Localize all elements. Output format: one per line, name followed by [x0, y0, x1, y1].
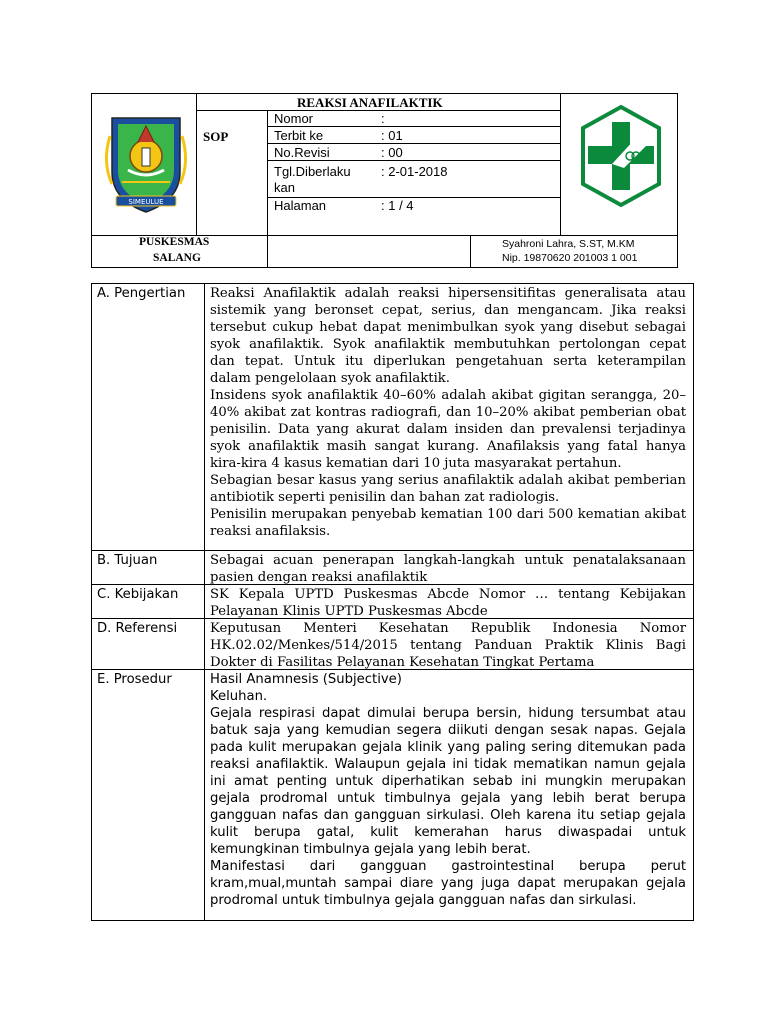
field-label-tgl: Tgl.Diberlaku	[274, 164, 351, 179]
pengertian-paragraph: Insidens syok anafilaktik 40–60% adalah akibat gigitan serangga, 20–40% akibat zat kontras radiografi, dan 10–20% akibat pemberian obat penisilin. Data yang akurat dalam insiden dan prevalensi terjadinya syok anafilaktik masih sangat kurang. Anafilaksis yang fatal hanya kira-kira 4 kasus kematian dari 10 juta masyarakat pertahun.	[210, 388, 686, 471]
field-value-halaman: : 1 / 4	[381, 198, 414, 213]
emblem-ribbon-text: SIMEULUE	[128, 198, 164, 206]
document-title: REAKSI ANAFILAKTIK	[297, 95, 443, 110]
field-label-nomor: Nomor	[274, 111, 314, 126]
section-content-referensi	[210, 620, 686, 671]
sop-label: SOP	[203, 129, 229, 144]
signer-name: Syahroni Lahra, S.ST, M.KM	[502, 238, 635, 250]
section-label-referensi: D. Referensi	[97, 621, 178, 636]
section-content-prosedur	[210, 671, 686, 909]
pengertian-paragraph: Sebagian besar kasus yang serius anafilaktik adalah akibat pemberian antibiotik seperti penisilin dan bahan zat radiologis.	[210, 473, 686, 505]
pengertian-paragraph: Reaksi Anafilaktik adalah reaksi hipersensitifitas generalisata atau sistemik yang beronset cepat, serius, dan mengancam. Jika reaksi tersebut cukup hebat dapat menimbulkan syok yang disebut sebagai syok anafilaktik. Syok anafilaktik membutuhkan pertolongan cepat dan tepat. Untuk itu diperlukan pengetahuan serta keterampilan dalam pengelolaan syok anafilaktik.	[210, 286, 686, 386]
prosedur-paragraph: Manifestasi dari gangguan gastrointestinal berupa perut kram,mual,muntah sampai diare yang juga dapat merupakan gejala prodromal untuk timbulnya gejala gangguan nafas dan sirkulasi.	[210, 859, 686, 908]
prosedur-subheading: Keluhan.	[210, 689, 268, 704]
section-label-pengertian: A. Pengertian	[97, 286, 186, 301]
field-value-nomor: :	[381, 111, 385, 126]
pengertian-paragraph: Penisilin merupakan penyebab kematian 100 dari 500 kematian akibat reaksi anafilaksis.	[210, 507, 686, 539]
field-value-terbit: : 01	[381, 128, 403, 143]
org-name-line2: SALANG	[153, 252, 201, 264]
section-label-kebijakan: C. Kebijakan	[97, 587, 179, 602]
kebijakan-paragraph: SK Kepala UPTD Puskesmas Abcde Nomor … tentang Kebijakan Pelayanan Klinis UPTD Puskesmas Abcde	[210, 587, 686, 619]
field-label-revisi: No.Revisi	[274, 145, 330, 160]
field-value-revisi: : 00	[381, 145, 403, 160]
prosedur-subheading: Hasil Anamnesis (Subjective)	[210, 672, 402, 687]
tujuan-paragraph: Sebagai acuan penerapan langkah-langkah untuk penatalaksanaan pasien dengan reaksi anafilaktik	[210, 553, 686, 585]
field-value-tgl: : 2-01-2018	[381, 164, 448, 179]
section-label-tujuan: B. Tujuan	[97, 553, 158, 568]
puskesmas-logo	[576, 104, 666, 208]
prosedur-paragraph: Gejala respirasi dapat dimulai berupa bersin, hidung tersumbat atau batuk saja yang kemudian segera diikuti dengan sesak napas. Gejala pada kulit merupakan gejala klinik yang paling sering ditemukan pada reaksi anafilaktik. Walaupun gejala ini tidak mematikan namun gejala ini amat penting untuk diperhatikan sebab ini mungkin merupakan gejala prodromal untuk timbulnya gejala yang lebih berat berupa gangguan nafas dan gangguan sirkulasi. Oleh karena itu setiap gejala kulit berupa gatal, kulit kemerahan harus diwaspadai untuk kemungkinan timbulnya gejala yang lebih berat.	[210, 706, 686, 857]
signer-nip: Nip. 19870620 201003 1 001	[502, 252, 638, 264]
field-label-tgl-cont: kan	[274, 180, 295, 195]
regional-emblem-logo	[98, 112, 194, 218]
field-label-halaman: Halaman	[274, 198, 327, 213]
section-content-tujuan	[210, 552, 686, 586]
referensi-paragraph: Keputusan Menteri Kesehatan Republik Indonesia Nomor HK.02.02/Menkes/514/2015 tentang Panduan Praktik Klinis Bagi Dokter di Fasilitas Pelayanan Kesehatan Tingkat Pertama	[210, 621, 686, 670]
section-label-prosedur: E. Prosedur	[97, 672, 172, 687]
sop-content-table	[91, 283, 694, 921]
section-content-kebijakan	[210, 586, 686, 620]
sop-header	[91, 93, 678, 268]
field-label-terbit: Terbit ke	[274, 128, 324, 143]
org-name-line1: PUSKESMAS	[139, 236, 210, 248]
section-content-pengertian	[210, 285, 686, 540]
